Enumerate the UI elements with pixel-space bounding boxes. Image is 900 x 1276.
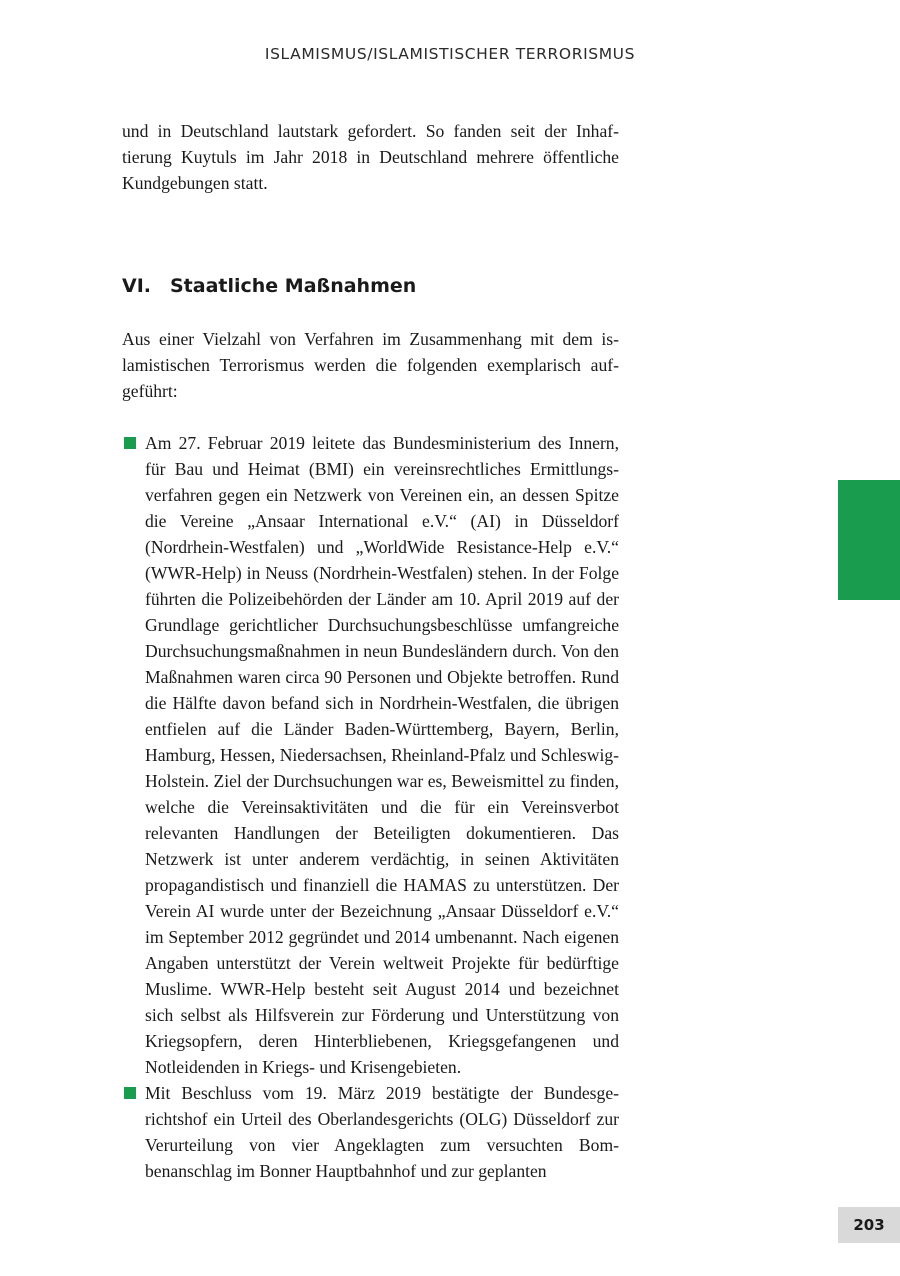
chapter-tab-marker: [838, 480, 900, 600]
bullet-item: [122, 1080, 619, 1184]
green-square-bullet-icon: [124, 1087, 136, 1099]
intro-paragraph: und in Deutschland lautstark gefordert. So fanden seit der Inhaftierung Kuytuls im Jahr 2018 in Deutschland mehrere öffentliche Kundgebungen statt.: [122, 121, 619, 193]
lead-paragraph: Aus einer Vielzahl von Verfahren im Zusammenhang mit dem islamistischen Terrorismus werden die folgenden exemplarisch aufgeführt:: [122, 329, 619, 401]
section-number: VI.: [122, 275, 151, 297]
page-number-box: [838, 1207, 900, 1243]
running-header: ISLAMISMUS/ISLAMISTISCHER TERRORISMUS: [264, 45, 636, 63]
bullet-text: Mit Beschluss vom 19. März 2019 bestätigte der Bundesgerichtshof ein Urteil des Oberlandesgerichts (OLG) Düsseldorf zur Verurteilung von vier Angeklagten zum versuchten Bombenanschlag im Bonner Hauptbahnhof und zur geplanten: [145, 1083, 619, 1181]
bullet-text: Am 27. Februar 2019 leitete das Bundesministerium des Innern, für Bau und Heimat (BMI) ein vereinsrechtliches Ermittlungsverfahren gegen ein Netzwerk von Vereinen ein, an dessen Spitze die Vereine „Ansaar International e.V.“ (AI) in Düsseldorf (Nordrhein-Westfalen) und „WorldWide Resistance-Help e.V.“ (WWR-Help) in Neuss (Nordrhein-Westfalen) stehen. In der Folge führten die Polizeibehörden der Länder am 10. April 2019 auf der Grundlage gerichtlicher Durchsuchungsbeschlüsse umfangreiche Durchsuchungsmaßnahmen in neun Bundesländern durch. Von den Maßnahmen waren circa 90 Personen und Objekte betroffen. Rund die Hälfte davon befand sich in Nordrhein-Westfalen, die übrigen entfielen auf die Länder Baden-Württemberg, Bayern, Berlin, Hamburg, Hessen, Niedersachsen, Rheinland-Pfalz und Schleswig-Holstein. Ziel der Durchsuchungen war es, Beweismittel zu finden, welche die Vereinsaktivitäten und die für ein Vereinsverbot relevanten Handlungen der Beteiligten dokumentieren. Das Netzwerk ist unter anderem verdächtig, in seinen Aktivitäten propagandistisch und finanziell die HAMAS zu unterstützen. Der Verein AI wurde unter der Bezeichnung „Ansaar Düsseldorf e.V.“ im September 2012 gegründet und 2014 umbenannt. Nach eigenen Angaben unterstützt der Verein weltweit Projekte für bedürftige Muslime. WWR-Help besteht seit August 2014 und bezeichnet sich selbst als Hilfsverein zur Förderung und Unterstützung von Kriegsopfern, deren Hinterbliebenen, Kriegsgefangenen und Notleidenden in Kriegs- und Krisengebieten.: [145, 433, 619, 1077]
page-number: 203: [853, 1216, 885, 1234]
bullet-list: [122, 430, 619, 1184]
bullet-item: [122, 430, 619, 1080]
section-heading: [122, 272, 416, 300]
green-square-bullet-icon: [124, 437, 136, 449]
section-title: Staatliche Maßnahmen: [170, 275, 417, 297]
